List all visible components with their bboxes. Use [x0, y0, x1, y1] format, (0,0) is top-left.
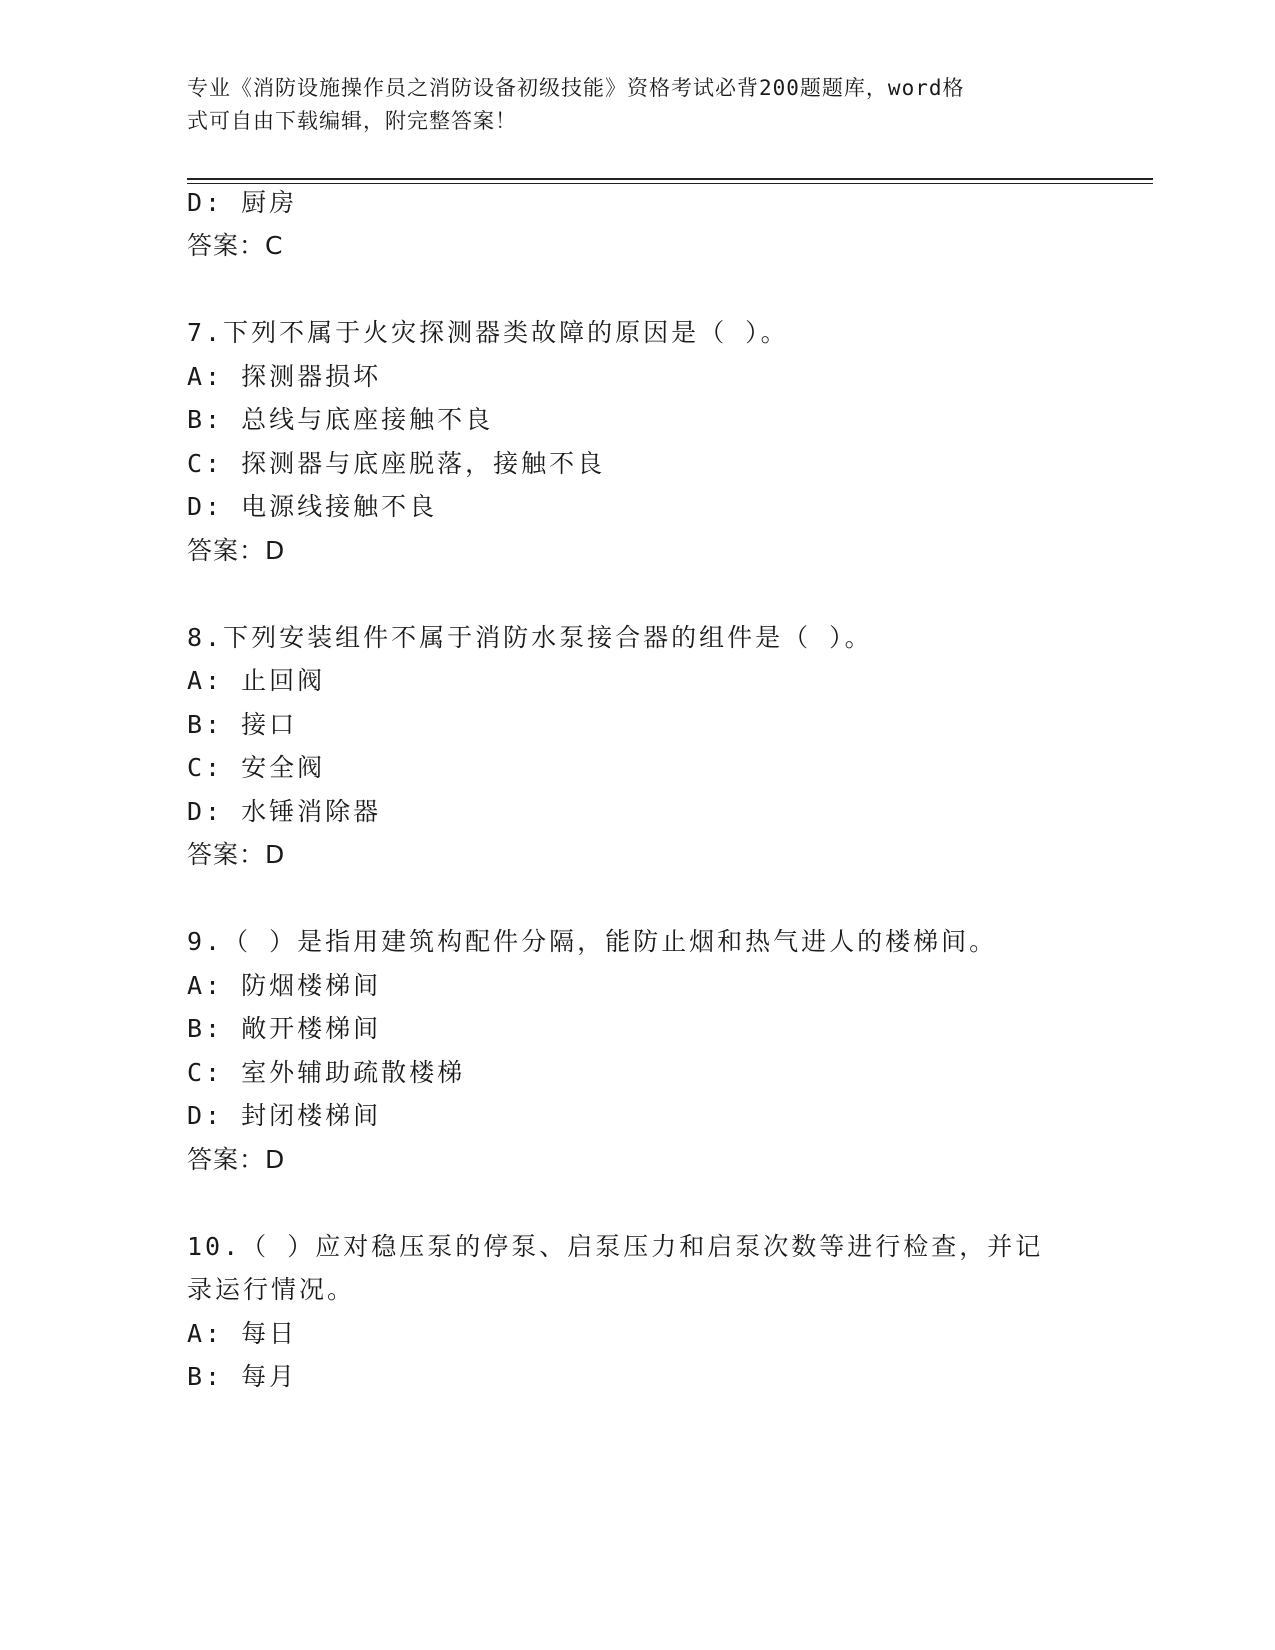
q10-question-line-1: 10.（ ）应对稳压泵的停泵、启泵压力和启泵次数等进行检查，并记: [187, 1232, 1044, 1261]
q9-option-d: D: 封闭楼梯间: [187, 1101, 382, 1130]
q10-question-line-2: 录运行情况。: [187, 1275, 356, 1304]
q8-option-a: A: 止回阀: [187, 666, 326, 695]
q7-question: 7.下列不属于火灾探测器类故障的原因是（ ）。: [187, 318, 789, 347]
q9-answer: 答案：D: [187, 1145, 286, 1174]
q9-option-b: B: 敞开楼梯间: [187, 1014, 382, 1043]
header-divider-thin: [187, 183, 1153, 184]
q8-option-c: C: 安全阀: [187, 753, 326, 782]
q8-question: 8.下列安装组件不属于消防水泵接合器的组件是（ ）。: [187, 623, 873, 652]
q7-option-a: A: 探测器损坏: [187, 362, 382, 391]
q8-option-b: B: 接口: [187, 710, 298, 739]
q7-option-d: D: 电源线接触不良: [187, 492, 438, 521]
header-divider-thick: [187, 178, 1153, 180]
header-title-line-1: 专业《消防设施操作员之消防设备初级技能》资格考试必背200题题库，word格: [187, 76, 965, 100]
q6-option-d: D: 厨房: [187, 188, 298, 217]
q10-option-b: B: 每月: [187, 1362, 298, 1391]
q9-option-c: C: 室外辅助疏散楼梯: [187, 1058, 466, 1087]
q6-answer: 答案：C: [187, 231, 284, 260]
q7-answer: 答案：D: [187, 536, 286, 565]
q10-option-a: A: 每日: [187, 1319, 298, 1348]
header-title-line-2: 式可自由下载编辑，附完整答案！: [187, 109, 517, 133]
q9-option-a: A: 防烟楼梯间: [187, 971, 382, 1000]
q7-option-b: B: 总线与底座接触不良: [187, 405, 494, 434]
q8-option-d: D: 水锤消除器: [187, 797, 382, 826]
document-header: [187, 72, 1067, 138]
q7-option-c: C: 探测器与底座脱落，接触不良: [187, 449, 606, 478]
q8-answer: 答案：D: [187, 840, 286, 869]
q9-question: 9.（ ）是指用建筑构配件分隔，能防止烟和热气进人的楼梯间。: [187, 927, 998, 956]
